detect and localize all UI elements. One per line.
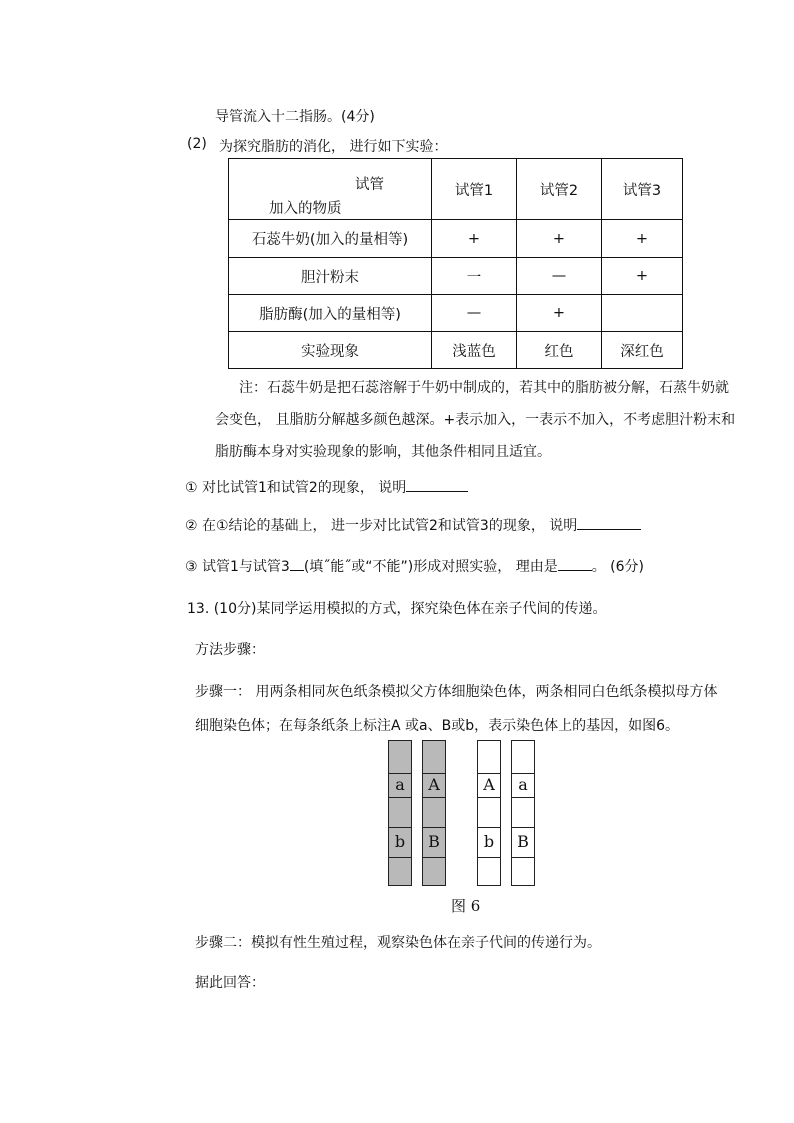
note-line: 脂肪酶本身对实验现象的影响，其他条件相同且适宜。 [215, 444, 551, 460]
table-cell: + [517, 220, 602, 258]
strip-divider [389, 797, 411, 798]
table-cell: + [602, 220, 683, 258]
chromosome-strip [422, 740, 446, 886]
question-1 [185, 477, 468, 497]
text-line: 细胞染色体；在每条纸条上标注A 或a、B或b，表示染色体上的基因，如图6。 [195, 718, 680, 734]
figure-caption: 图 6 [451, 897, 481, 915]
question-text: ② 在①结论的基础上， 进一步对比试管2和试管3的现象， 说明 [185, 518, 578, 534]
gene-label: b [394, 832, 406, 851]
table-cell [602, 295, 683, 332]
strip-divider [423, 797, 445, 798]
table-cell: 浅蓝色 [432, 332, 517, 369]
table-row [229, 258, 683, 295]
note-line: 会变色， 且脂肪分解越多颜色越深。+表示加入，一表示不加入，不考虑胆汁粉末和 [215, 412, 736, 428]
text-line: 据此回答： [195, 975, 265, 991]
strip-divider [423, 773, 445, 774]
section-heading: 方法步骤： [195, 642, 265, 658]
strip-divider [478, 827, 500, 828]
question-text: 。 (6分) [591, 559, 644, 575]
chromosome-strip [511, 740, 535, 886]
header-bottom: 加入的物质 [269, 201, 342, 217]
table-cell: 深红色 [602, 332, 683, 369]
strip-divider [512, 827, 534, 828]
table-cell: 红色 [517, 332, 602, 369]
strip-divider [423, 827, 445, 828]
text-line: 步骤一： 用两条相同灰色纸条模拟父方体细胞染色体，两条相同白色纸条模拟母方体 [195, 684, 718, 700]
note-line: 注：石蕊牛奶是把石蕊溶解于牛奶中制成的，若其中的脂肪被分解，石蒸牛奶就 [239, 380, 729, 396]
row-label: 实验现象 [229, 332, 432, 369]
gene-label: a [518, 775, 528, 794]
problem-13: 13. (10分)某同学运用模拟的方式，探究染色体在亲子代间的传递。 [187, 601, 607, 617]
table-cell: + [517, 295, 602, 332]
question-text: ① 对比试管1和试管2的现象， 说明 [185, 480, 407, 496]
strip-divider [512, 797, 534, 798]
text-line: 导管流入十二指肠。(4分) [215, 109, 375, 125]
gene-label: A [428, 775, 440, 794]
question-3 [185, 556, 644, 576]
header-top: 试管 [355, 177, 384, 193]
answer-blank [558, 556, 592, 571]
table-cell: + [602, 258, 683, 295]
answer-blank [406, 477, 468, 492]
gene-label: B [517, 832, 529, 851]
gene-label: B [428, 832, 440, 851]
item-number: (2) [187, 136, 207, 152]
table-cell: — [432, 295, 517, 332]
strip-divider [389, 827, 411, 828]
question-text: ③ 试管1与试管3 [185, 559, 290, 575]
column-header: 试管2 [517, 159, 602, 220]
experiment-table [228, 158, 683, 369]
table-cell: — [517, 258, 602, 295]
table-cell: + [432, 220, 517, 258]
table-header-corner [229, 159, 432, 220]
strip-divider [389, 857, 411, 858]
strip-divider [478, 857, 500, 858]
question-2 [185, 515, 641, 535]
strip-divider [512, 857, 534, 858]
table-row [229, 295, 683, 332]
strip-divider [478, 797, 500, 798]
strip-divider [423, 857, 445, 858]
text-line: 步骤二：模拟有性生殖过程，观察染色体在亲子代间的传递行为。 [195, 935, 601, 951]
gene-label: b [483, 832, 495, 851]
chromosome-strip [388, 740, 412, 886]
table-row [229, 332, 683, 369]
row-label: 脂肪酶(加入的量相等) [229, 295, 432, 332]
text-line: 为探究脂肪的消化， 进行如下实验： [219, 139, 448, 155]
answer-blank [577, 515, 641, 530]
strip-divider [512, 773, 534, 774]
gene-label: A [483, 775, 495, 794]
row-label: 胆汁粉末 [229, 258, 432, 295]
question-text: (填˝能˝或“不能”)形成对照实验， 理由是 [303, 559, 558, 575]
table-row [229, 220, 683, 258]
strip-divider [389, 773, 411, 774]
chromosome-strip [477, 740, 501, 886]
strip-divider [478, 773, 500, 774]
answer-blank [290, 556, 304, 571]
table-cell: 一 [432, 258, 517, 295]
row-label: 石蕊牛奶(加入的量相等) [229, 220, 432, 258]
gene-label: a [395, 775, 405, 794]
column-header: 试管1 [432, 159, 517, 220]
column-header: 试管3 [602, 159, 683, 220]
